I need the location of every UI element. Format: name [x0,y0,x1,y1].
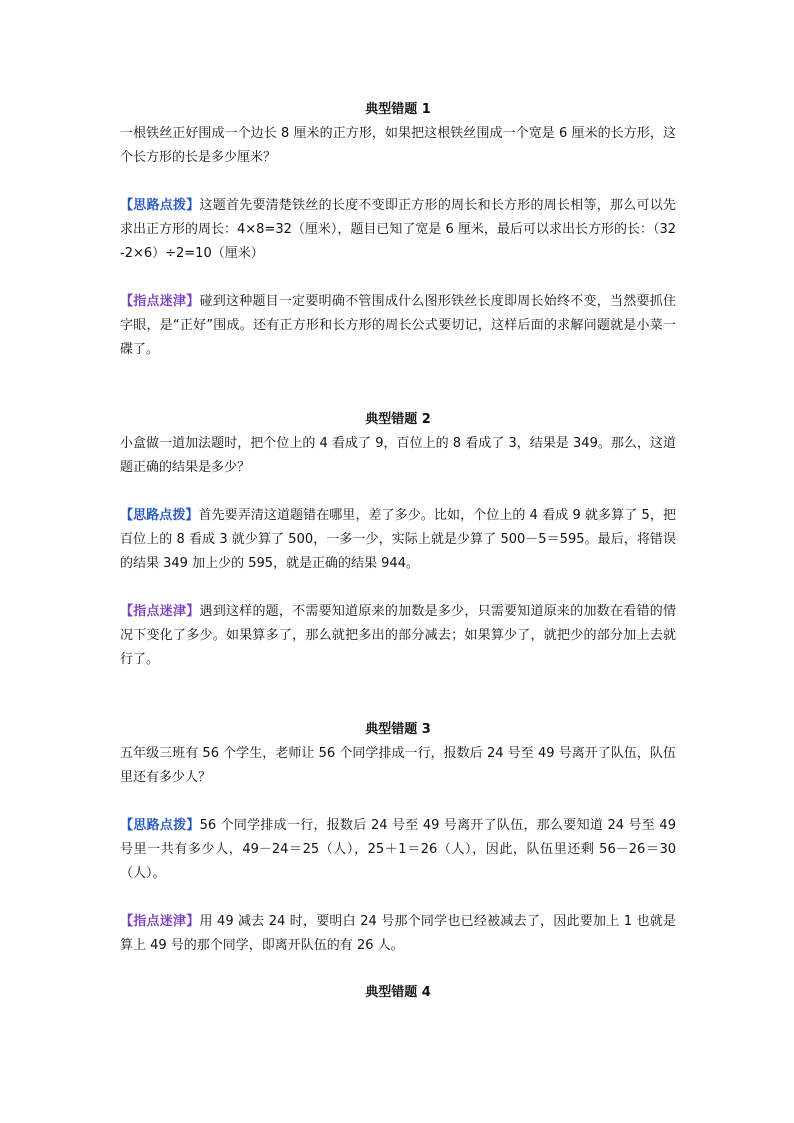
problem-question: 五年级三班有 56 个学生，老师让 56 个同学排成一行，报数后 24 号至 49 号离开了队伍，队伍里还有多少人？ [120,746,676,785]
hint-paragraph [120,194,676,266]
tip-paragraph [120,600,676,672]
tip-paragraph [120,910,676,958]
hint-paragraph [120,504,676,576]
problem-question: 小盒做一道加法题时，把个位上的 4 看成了 9，百位上的 8 看成了 3，结果是 349。那么，这道题正确的结果是多少？ [120,436,676,475]
hint-label: 【思路点拨】 [120,818,200,833]
tip-label: 【指点迷津】 [120,914,200,929]
problem-question: 一根铁丝正好围成一个边长 8 厘米的正方形，如果把这根铁丝围成一个宽是 6 厘米的长方形，这个长方形的长是多少厘米？ [120,126,676,165]
tip-label: 【指点迷津】 [120,294,200,309]
problem-2 [120,408,676,672]
tip-text: 碰到这种题目一定要明确不管围成什么图形铁丝长度即周长始终不变，当然要抓住字眼，是“正好”围成。还有正方形和长方形的周长公式要切记，这样后面的求解问题就是小菜一碟了。 [120,294,676,357]
problem-title: 典型错题 4 [365,985,431,1000]
problem-3 [120,718,676,958]
hint-label: 【思路点拨】 [120,508,199,523]
tip-label: 【指点迷津】 [120,604,200,619]
tip-text: 遇到这样的题，不需要知道原来的加数是多少，只需要知道原来的加数在看错的情况下变化了多少。如果算多了，那么就把多出的部分减去；如果算少了，就把少的部分加上去就行了。 [120,604,676,667]
hint-paragraph [120,814,676,886]
tip-paragraph [120,290,676,362]
tip-text: 用 49 减去 24 时，要明白 24 号那个同学也已经被减去了，因此要加上 1 也就是算上 49 号的那个同学，即离开队伍的有 26 人。 [120,914,676,953]
hint-text: 这题首先要清楚铁丝的长度不变即正方形的周长和长方形的周长相等，那么可以先求出正方形的周长：4×8=32（厘米），题目已知了宽是 6 厘米，最后可以求出长方形的长：（32-2×6）÷2=10（厘米） [120,198,676,261]
problem-title: 典型错题 3 [365,722,431,737]
hint-text: 首先要弄清这道题错在哪里，差了多少。比如，个位上的 4 看成 9 就多算了 5，把百位上的 8 看成 3 就少算了 500，一多一少，实际上就是少算了 500－5＝595。最后，将错误的结果 349 加上少的 595，就是正确的结果 944。 [120,508,676,571]
problem-title: 典型错题 1 [365,102,431,117]
hint-label: 【思路点拨】 [120,198,200,213]
problem-title: 典型错题 2 [365,412,431,427]
problem-4 [120,981,676,1005]
hint-text: 56 个同学排成一行，报数后 24 号至 49 号离开了队伍，那么要知道 24 号至 49 号里一共有多少人，49－24＝25（人），25＋1＝26（人），因此，队伍里还剩 56－26＝30（人）。 [120,818,676,881]
problem-1 [120,98,676,362]
